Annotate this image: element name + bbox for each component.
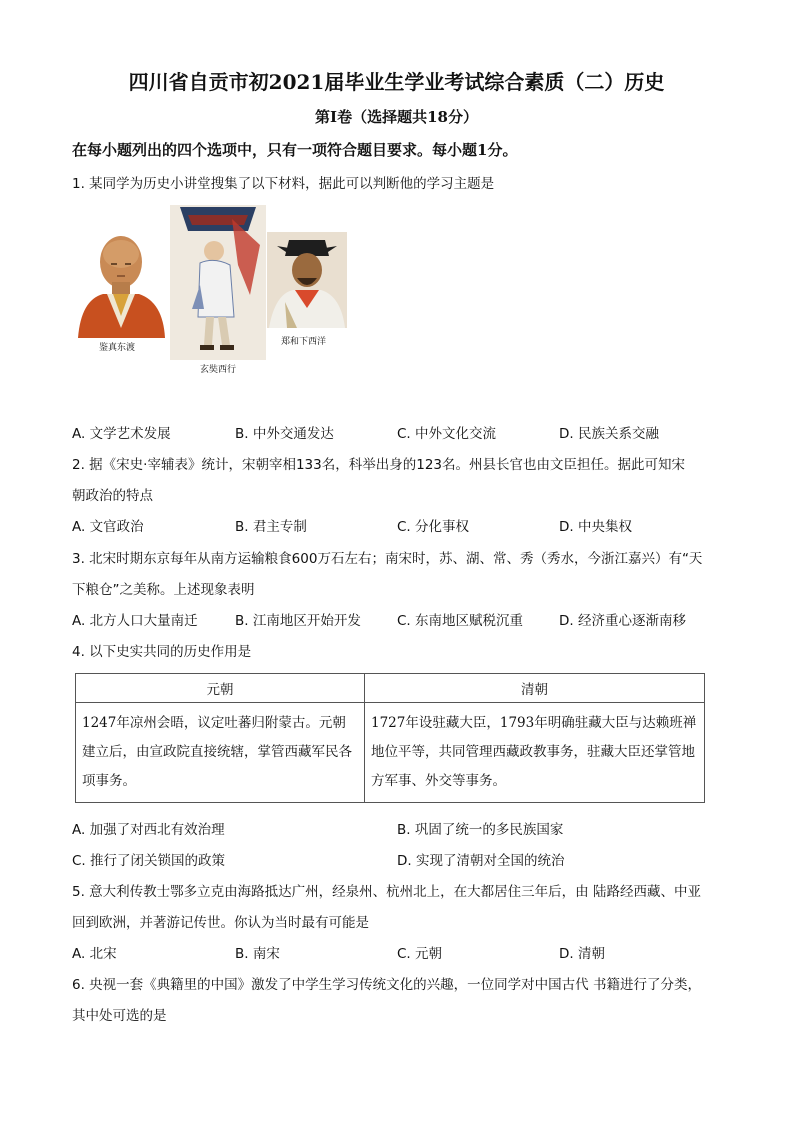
- zhenghe-image: [267, 232, 347, 328]
- question-5-stem-line1: 5. 意大利传教士鄂多立克由海路抵达广州，经泉州、杭州北上，在大都居住三年后，由 陆路经西藏、中亚: [72, 884, 701, 900]
- q5-option-d[interactable]: D. 清朝: [559, 946, 605, 962]
- question-2-stem-line1: 2. 据《宋史·宰辅表》统计，宋朝宰相133名，科举出身的123名。州县长官也由文臣担任。据此可知宋: [72, 457, 685, 473]
- caption-jianzhen: 鉴真东渡: [99, 343, 136, 353]
- question-6-stem-line1: 6. 央视一套《典籍里的中国》激发了中学生学习传统文化的兴趣，一位同学对中国古代 书籍进行了分类，: [72, 977, 701, 993]
- xuanzang-picture: [170, 205, 266, 375]
- q5-option-c[interactable]: C. 元朝: [397, 946, 443, 962]
- jianzhen-picture: [73, 228, 169, 353]
- xuanzang-image: [170, 205, 266, 360]
- q2-option-b[interactable]: B. 君主专制: [235, 519, 307, 535]
- question-2-stem-line2: 朝政治的特点: [72, 488, 153, 504]
- q4-option-c[interactable]: C. 推行了闭关锁国的政策: [72, 853, 226, 869]
- table-header-yuan: 元朝: [76, 674, 365, 703]
- caption-xuanzang: 玄奘西行: [200, 365, 237, 375]
- question-6-stem-line2: 其中处可选的是: [72, 1008, 167, 1024]
- q1-option-d[interactable]: D. 民族关系交融: [559, 426, 659, 442]
- question-3-stem-line2: 下粮仓”之美称。上述现象表明: [72, 582, 255, 598]
- history-table: [75, 673, 705, 803]
- q5-option-b[interactable]: B. 南宋: [235, 946, 280, 962]
- question-5-stem-line2: 回到欧洲，并著游记传世。你认为当时最有可能是: [72, 915, 369, 931]
- jianzhen-image: [73, 228, 169, 346]
- zhenghe-picture: [267, 232, 347, 350]
- question-4-stem: 4. 以下史实共同的历史作用是: [72, 644, 252, 660]
- q2-option-c[interactable]: C. 分化事权: [397, 519, 470, 535]
- table-cell-qing: 1727年设驻藏大臣，1793年明确驻藏大臣与达赖班禅地位平等，共同管理西藏政教事务，驻藏大臣还掌管地方军事、外交等事务。: [365, 703, 705, 803]
- page-title: 四川省自贡市初2021届毕业生学业考试综合素质（二）历史: [128, 70, 665, 94]
- caption-zhenghe: 郑和下西洋: [281, 337, 327, 347]
- q3-option-a[interactable]: A. 北方人口大量南迁: [72, 613, 198, 629]
- q2-option-d[interactable]: D. 中央集权: [559, 519, 632, 535]
- q4-option-a[interactable]: A. 加强了对西北有效治理: [72, 822, 225, 838]
- q5-option-a[interactable]: A. 北宋: [72, 946, 117, 962]
- q4-option-b[interactable]: B. 巩固了统一的多民族国家: [397, 822, 564, 838]
- instruction: 在每小题列出的四个选项中，只有一项符合题目要求。每小题1分。: [72, 141, 518, 159]
- section-title: 第Ⅰ卷（选择题共18分）: [315, 108, 478, 126]
- q3-option-d[interactable]: D. 经济重心逐渐南移: [559, 613, 686, 629]
- q1-option-b[interactable]: B. 中外交通发达: [235, 426, 334, 442]
- q3-option-c[interactable]: C. 东南地区赋税沉重: [397, 613, 524, 629]
- table-cell-yuan: 1247年凉州会晤，议定吐蕃归附蒙古。元朝建立后，由宣政院直接统辖，掌管西藏军民各项事务。: [76, 703, 365, 803]
- table-header-qing: 清朝: [365, 674, 705, 703]
- q3-option-b[interactable]: B. 江南地区开始开发: [235, 613, 361, 629]
- q4-option-d[interactable]: D. 实现了清朝对全国的统治: [397, 853, 565, 869]
- question-1-stem: 1. 某同学为历史小讲堂搜集了以下材料，据此可以判断他的学习主题是: [72, 176, 495, 192]
- q1-option-a[interactable]: A. 文学艺术发展: [72, 426, 171, 442]
- q1-option-c[interactable]: C. 中外文化交流: [397, 426, 497, 442]
- question-3-stem-line1: 3. 北宋时期东京每年从南方运输粮食600万石左右；南宋时，苏、湖、常、秀（秀水，今浙江嘉兴）有“天: [72, 551, 703, 567]
- q2-option-a[interactable]: A. 文官政治: [72, 519, 144, 535]
